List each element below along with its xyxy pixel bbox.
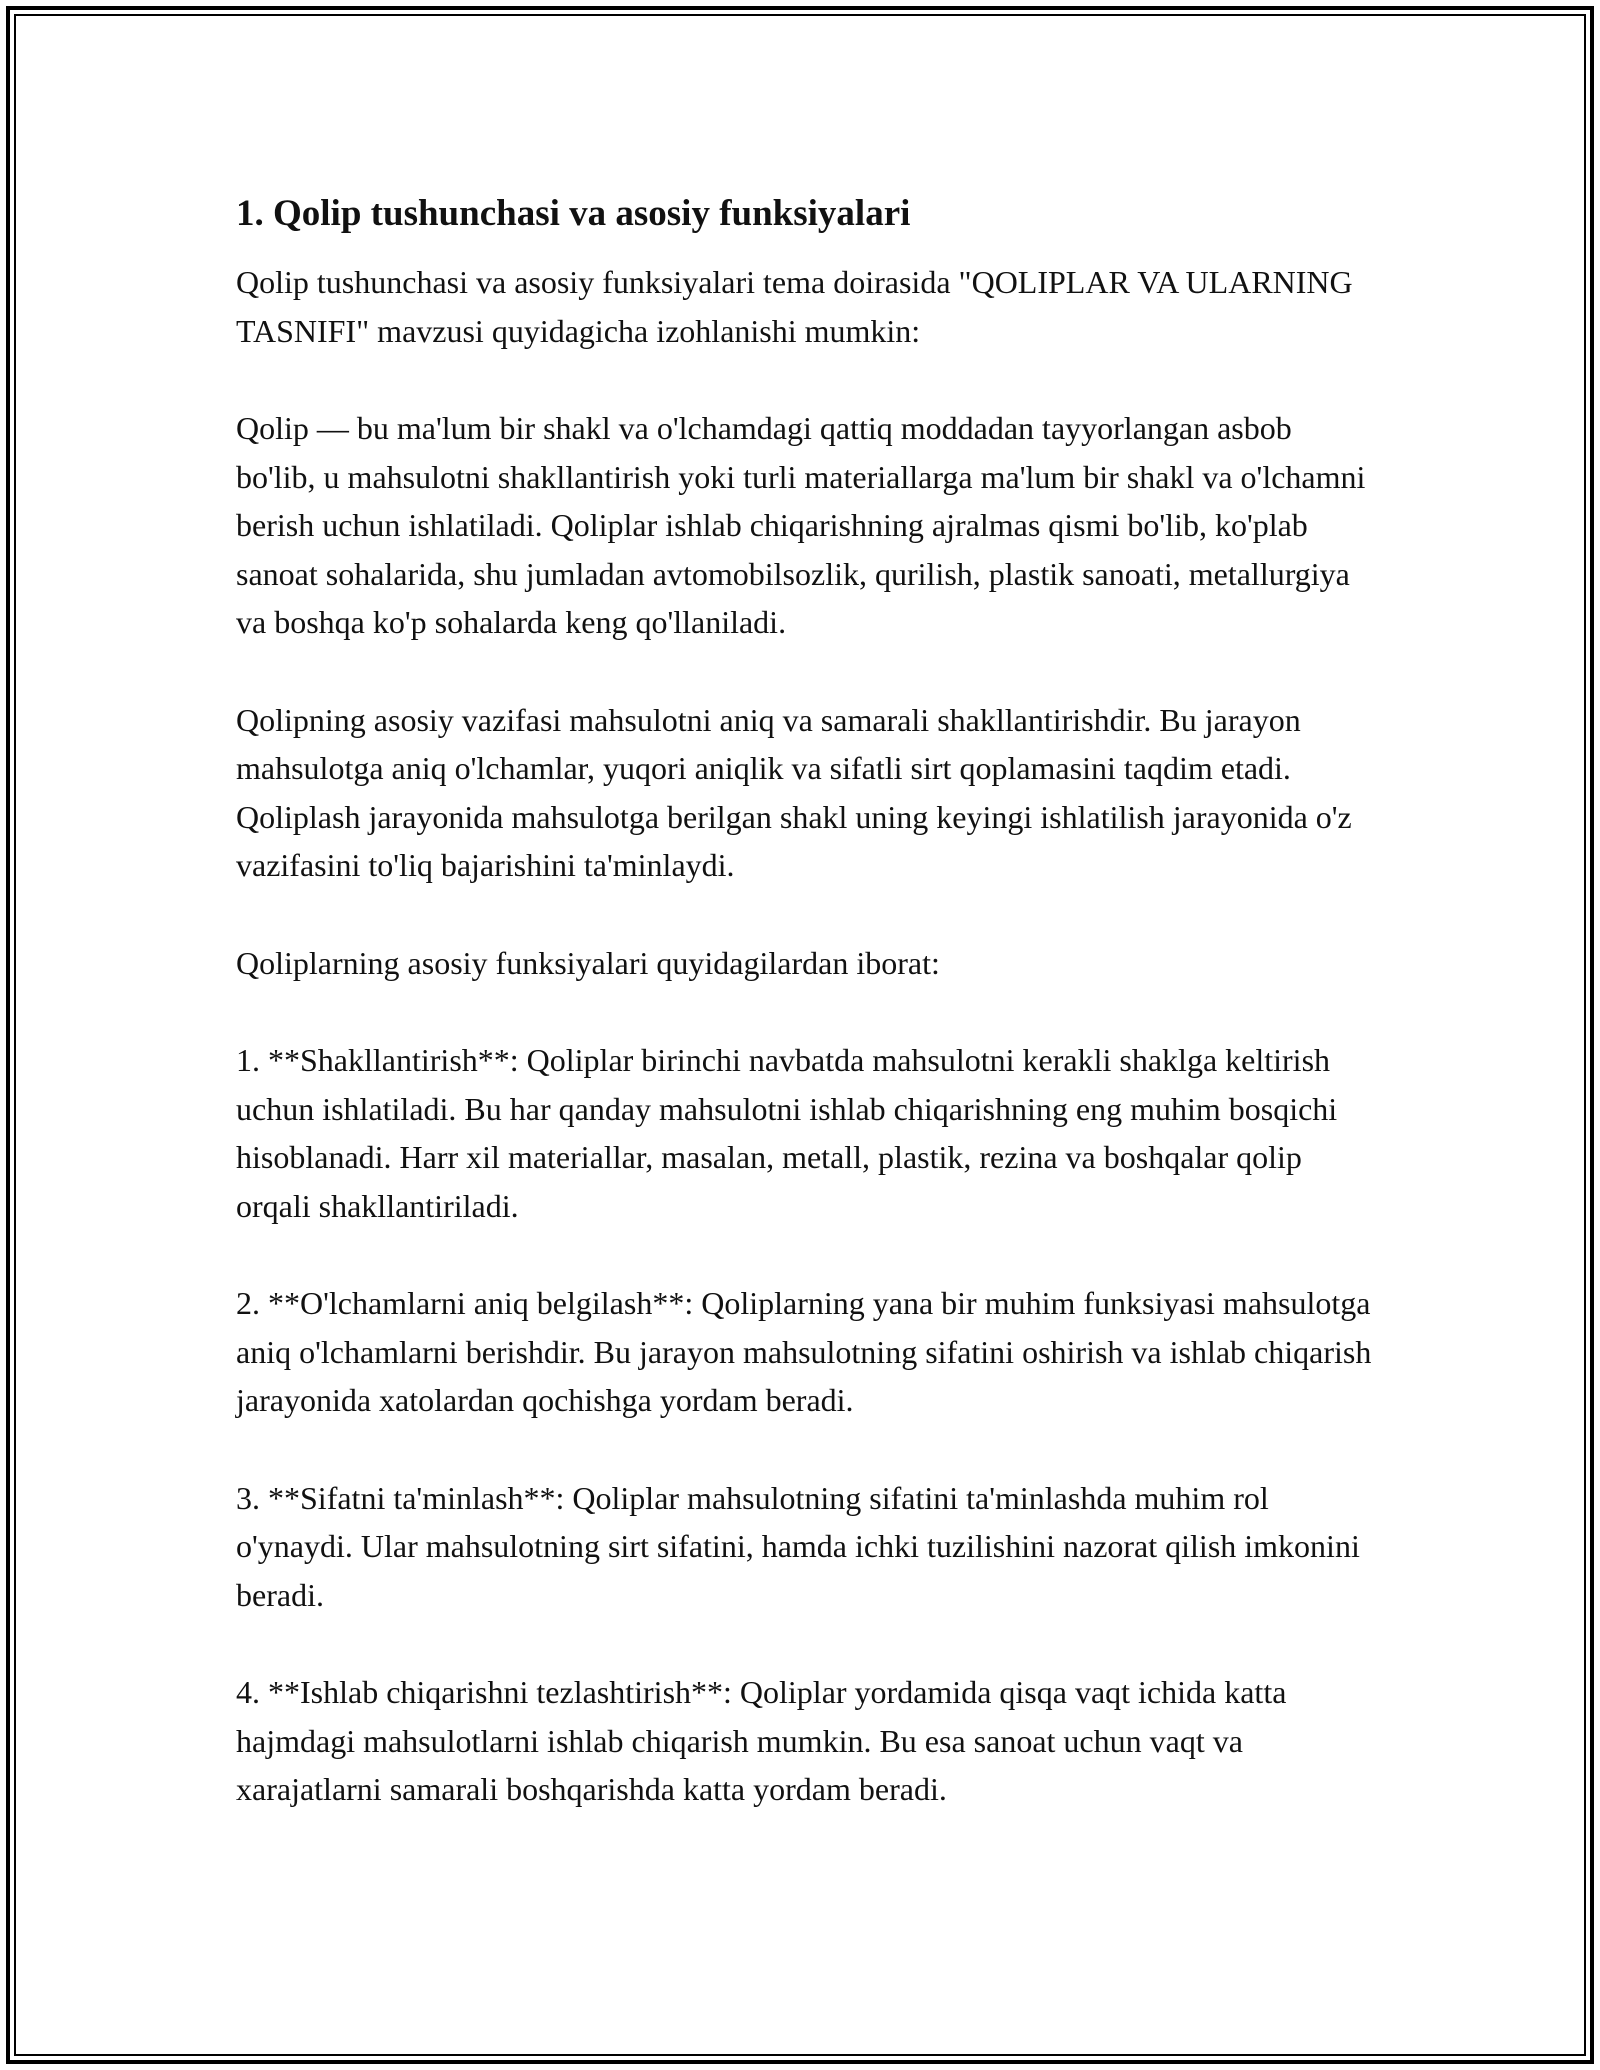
document-body <box>236 190 1376 1814</box>
purpose-paragraph: Qolipning asosiy vazifasi mahsulotni aniq va samarali shakllantirishdir. Bu jarayon mahsulotga aniq o'lchamlar, yuqori aniqlik va sifatli sirt qoplamasini taqdim etadi. Qoliplash jarayonida mahsulotga berilgan shakl uning keyingi ishlatilish jarayonida o'z vazifasini to'liq bajarishini ta'minlaydi. <box>236 701 1352 883</box>
intro-paragraph: Qolip tushunchasi va asosiy funksiyalari tema doirasida "QOLIPLAR VA ULARNING TASNIFI" mavzusi quyidagicha izohlanishi mumkin: <box>236 264 1353 349</box>
list-item-shaping: 1. **Shakllantirish**: Qoliplar birinchi navbatda mahsulotni kerakli shaklga keltirish uchun ishlatiladi. Bu har qanday mahsulotni ishlab chiqarishning eng muhim bosqichi hisoblanadi. Harr xil materiallar, masalan, metall, plastik, rezina va boshqalar qolip orqali shakllantiriladi. <box>236 1042 1338 1224</box>
list-item-quality: 3. **Sifatni ta'minlash**: Qoliplar mahsulotning sifatini ta'minlashda muhim rol o'ynaydi. Ular mahsulotning sirt sifatini, hamda ichki tuzilishini nazorat qilish imkonini beradi. <box>236 1479 1360 1613</box>
list-item-dimensions: 2. **O'lchamlarni aniq belgilash**: Qoliplarning yana bir muhim funksiyasi mahsulotga aniq o'lchamlarni berishdir. Bu jarayon mahsulotning sifatini oshirish va ishlab chiqarish jarayonida xatolardan qochishga yordam beradi. <box>236 1285 1372 1418</box>
section-heading: 1. Qolip tushunchasi va asosiy funksiyalari <box>236 193 911 234</box>
functions-intro-paragraph: Qoliplarning asosiy funksiyalari quyidagilardan iborat: <box>236 944 940 981</box>
list-item-speed: 4. **Ishlab chiqarishni tezlashtirish**: Qoliplar yordamida qisqa vaqt ichida katta hajmdagi mahsulotlarni ishlab chiqarish mumkin. Bu esa sanoat uchun vaqt va xarajatlarni samarali boshqarishda katta yordam beradi. <box>236 1674 1287 1807</box>
definition-paragraph: Qolip — bu ma'lum bir shakl va o'lchamdagi qattiq moddadan tayyorlangan asbob bo'lib, u mahsulotni shakllantirish yoki turli materiallarga ma'lum bir shakl va o'lchamni berish uchun ishlatiladi. Qoliplar ishlab chiqarishning ajralmas qismi bo'lib, ko'plab sanoat sohalarida, shu jumladan avtomobilsozlik, qurilish, plastik sanoati, metallurgiya va boshqa ko'p sohalarda keng qo'llaniladi. <box>236 410 1366 640</box>
